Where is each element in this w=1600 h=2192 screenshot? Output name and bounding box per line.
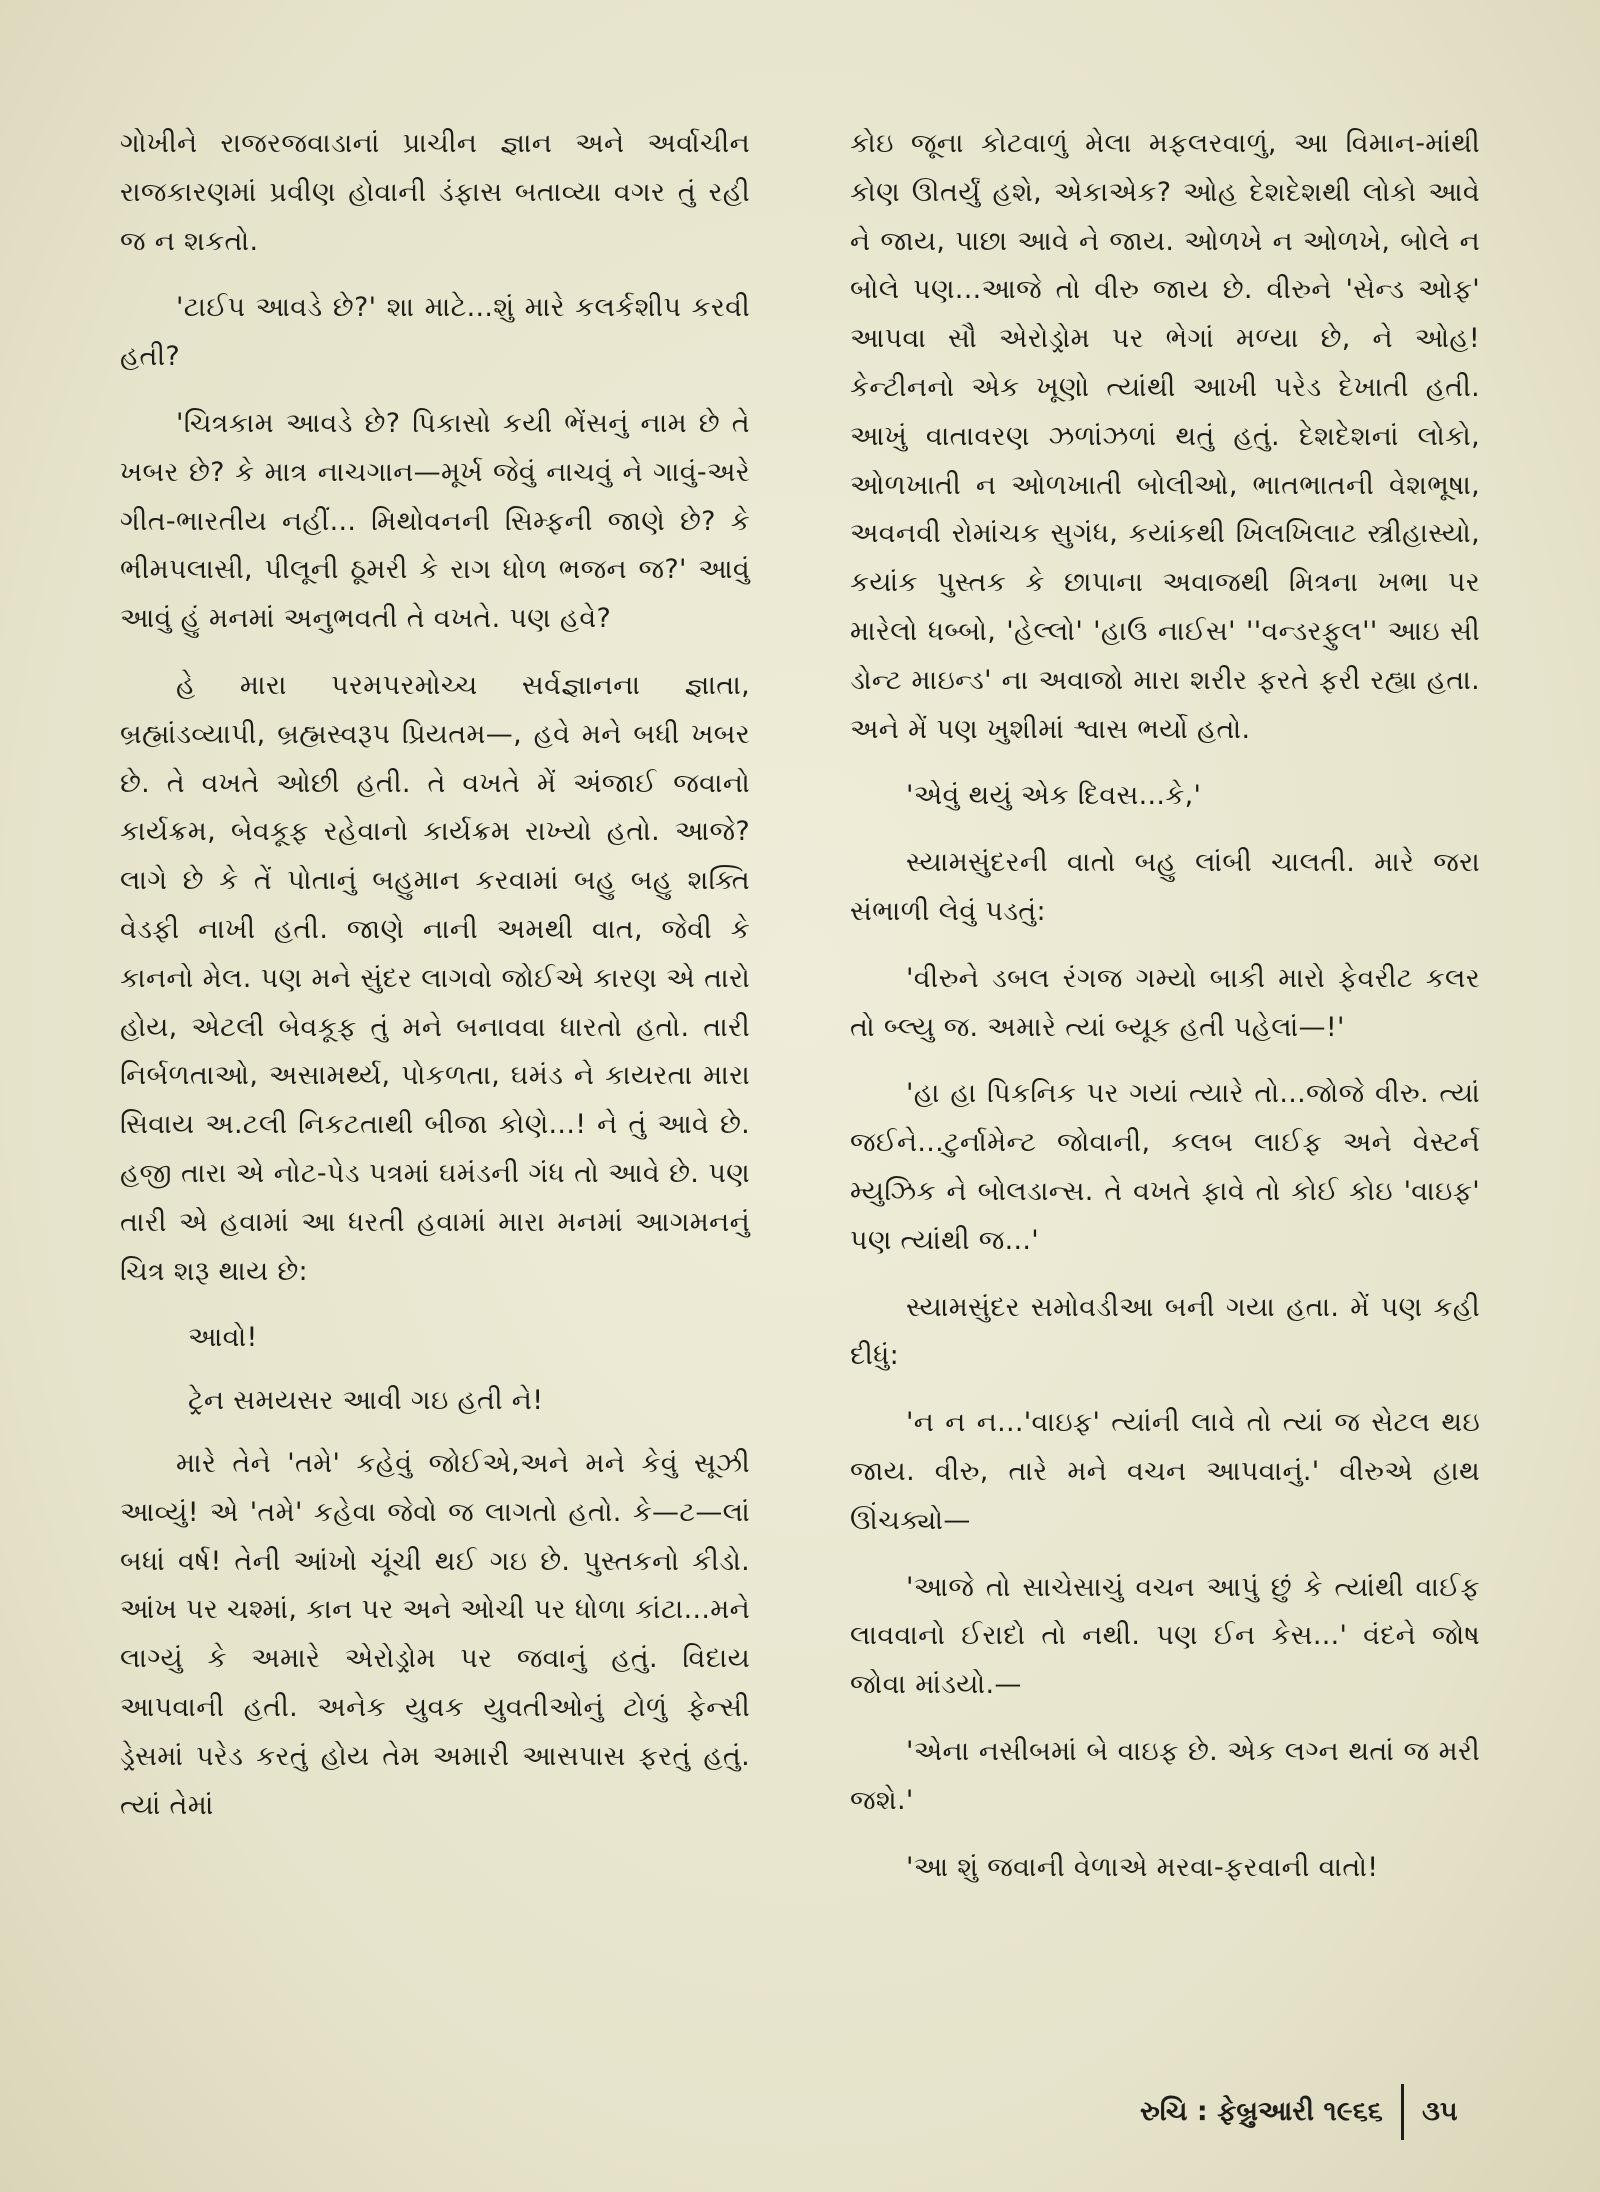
paragraph: સ્યામસુંદર સમોવડીઆ બની ગયા હતા. મેં પણ કહી દીધું:: [850, 1291, 1480, 1372]
footer-divider: [1401, 2084, 1404, 2140]
paragraph: 'એવું થયું એક દિવસ...કે,': [906, 780, 1202, 812]
paragraph: કોઇ જૂના કોટવાળું મેલા મફલરવાળું, આ વિમાન-માંથી કોણ ઊતર્યું હશે, એકાએક? ઓહ દેશદેશથી લોકો આવે ને જાય, પાછા આવે ને જાય. ઓળખે ન ઓળખે, બોલે ન બોલે પણ...આજે તો વીરુ જાય છે. વીરુને 'સેન્ડ ઓફ' આપવા સૌ એરોડ્રોમ પર ભેગાં મળ્યા છે, ને ઓહ! કેન્ટીનનો એક ખૂણો ત્યાંથી આખી પરેડ દેખાતી હતી. આખું વાતાવરણ ઝળાંઝળાં થતું હતું. દેશદેશનાં લોકો, ઓળખાતી ન ઓળખાતી બોલીઓ, ભાતભાતની વેશભૂષા, અવનવી રોમાંચક સુગંધ, કયાંકથી ખિલખિલાટ સ્ત્રીહાસ્યો, કયાંક પુસ્તક કે છાપાના અવાજથી મિત્રના ખભા પર મારેલો ધબ્બો, 'હેલ્લો' 'હાઉ નાઈસ' ''વન્ડરફુલ'' આઇ સી ડોન્ટ માઇન્ડ' ના અવાજો મારા શરીર ફરતે ફરી રહ્યા હતા. અને મેં પણ ખુશીમાં શ્વાસ ભર્યો હતો.: [850, 128, 1480, 745]
paragraph: 'હા હા પિકનિક પર ગયાં ત્યારે તો...જોજે વીરુ. ત્યાં જઈને...ટુર્નામેન્ટ જોવાની, કલબ લાઈફ અને વેસ્ટર્ન મ્યુઝિક ને બોલડાન્સ. તે વખતે ફાવે તો કોઈ કોઇ 'વાઇફ' પણ ત્યાંથી જ...': [850, 1078, 1480, 1256]
paragraph: 'ચિત્રકામ આવડે છે? પિકાસો કયી ભેંસનું નામ છે તે ખબર છે? કે માત્ર નાચગાન—મૂર્ખ જેવું નાચવું ને ગાવું-અરે ગીત-ભારતીય નહીં... મિથોવનની સિમ્ફની જાણે છે? કે ભીમપલાસી, પીલૂની ઠૂમરી કે રાગ ધોળ ભજન જ?' આવું આવું હું મનમાં અનુભવતી તે વખતે. પણ હવે?: [120, 407, 750, 635]
paragraph: સ્યામસુંદરની વાતો બહુ લાંબી ચાલતી. મારે જરા સંભાળી લેવું પડતું:: [850, 847, 1480, 927]
left-column: [120, 120, 750, 1848]
paragraph: આવો!: [188, 1322, 258, 1354]
paragraph: 'ટાઈપ આવડે છે?' શા માટે...શું મારે કલર્કશીપ કરવી હતી?: [120, 292, 750, 373]
paragraph: 'વીરુને ડબલ રંગજ ગમ્યો બાકી મારો ફેવરીટ કલર તો બ્લ્યુ જ. અમારે ત્યાં બ્યૂક હતી પહેલાં—!': [850, 962, 1480, 1043]
paragraph: 'આજે તો સાચેસાચું વચન આપું છું કે ત્યાંથી વાઈફ લાવવાનો ઈરાદો તો નથી. પણ ઈન કેસ...' વંદને જોષ જોવા માંડયો.—: [850, 1571, 1480, 1701]
page-number: ૩૫: [1421, 2096, 1458, 2127]
paragraph: 'આ શું જવાની વેળાએ મરવા-ફરવાની વાતો!: [906, 1851, 1379, 1883]
paragraph: મારે તેને 'તમે' કહેવું જોઈએ,અને મને કેવું સૂઝી આવ્યું! એ 'તમે' કહેવા જેવો જ લાગતો હતો. કે—ટ—લાં બધાં વર્ષ! તેની આંખો ચૂંચી થઈ ગઇ છે. પુસ્તકનો કીડો. આંખ પર ચશ્માં, કાન પર અને ઓચી પર ધોળા કાંટા...મને લાગ્યું કે અમારે એરોડ્રોમ પર જવાનું હતું. વિદાય આપવાની હતી. અનેક યુવક યુવતીઓનું ટોળું ફેન્સી ડ્રેસમાં પરેડ કરતું હોય તેમ અમારી આસપાસ ફરતું હતું. ત્યાં તેમાં: [120, 1447, 750, 1821]
paragraph: ગોખીને રાજરજવાડાનાં પ્રાચીન જ્ઞાન અને અર્વાચીન રાજકારણમાં પ્રવીણ હોવાની ડંફાસ બતાવ્યા વગર તું રહી જ ન શકતો.: [120, 128, 750, 257]
magazine-issue: રુચિ : ફેબ્રુઆરી ૧૯૬૬: [1140, 2096, 1383, 2127]
paragraph: 'ન ન ન...'વાઇફ' ત્યાંની લાવે તો ત્યાં જ સેટલ થઇ જાય. વીરુ, તારે મને વચન આપવાનું.' વીરુએ હાથ ઊંચક્યો—: [850, 1407, 1480, 1536]
paragraph: 'એના નસીબમાં બે વાઇફ છે. એક લગ્ન થતાં જ મરી જશે.': [850, 1735, 1480, 1816]
paragraph: હે મારા પરમપરમોચ્ચ સર્વજ્ઞાનના જ્ઞાતા, બ્રહ્માંડવ્યાપી, બ્રહ્મસ્વરૂપ પ્રિયતમ—, હવે મને બધી ખબર છે. તે વખતે ઓછી હતી. તે વખતે મેં અંજાઈ જવાનો કાર્યક્રમ, બેવકૂફ રહેવાનો કાર્યક્રમ રાખ્યો હતો. આજે? લાગે છે કે તેં પોતાનું બહુમાન કરવામાં બહુ બહુ શક્તિ વેડફી નાખી હતી. જાણે નાની અમથી વાત, જેવી કે કાનનો મેલ. પણ મને સુંદર લાગવો જોઈએ કારણ એ તારો હોય, એટલી બેવકૂફ તું મને બનાવવા ધારતો હતો. તારી નિર્બળતાઓ, અસામર્થ્ય, પોકળતા, ઘમંડ ને કાયરતા મારા સિવાય અ.ટલી નિકટતાથી બીજા કોણે...! ને તું આવે છે. હજી તારા એ નોટ-પેડ પત્રમાં ઘમંડની ગંધ તો આવે છે. પણ તારી એ હવામાં આ ધરતી હવામાં મારા મનમાં આગમનનું ચિત્ર શરૂ થાય છે:: [120, 669, 750, 1287]
page-footer: [1140, 2082, 1458, 2142]
right-column: [850, 120, 1480, 1910]
paragraph: ટ્રેન સમયસર આવી ગઇ હતી ને!: [188, 1385, 544, 1417]
